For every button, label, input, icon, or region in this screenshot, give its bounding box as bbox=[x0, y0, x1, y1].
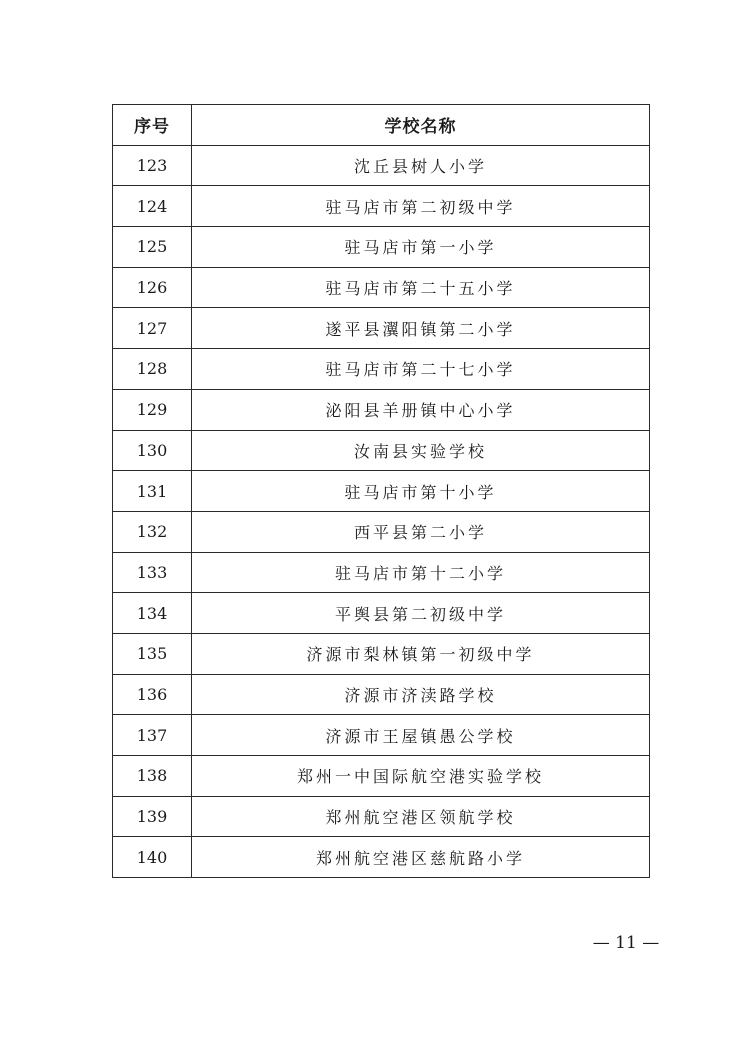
school-name: 驻马店市第一小学 bbox=[192, 227, 650, 268]
school-name: 驻马店市第十小学 bbox=[192, 471, 650, 512]
row-number: 129 bbox=[113, 389, 192, 430]
table-body bbox=[113, 145, 650, 877]
row-number: 125 bbox=[113, 227, 192, 268]
table-row bbox=[113, 674, 650, 715]
row-number: 127 bbox=[113, 308, 192, 349]
header-number: 序号 bbox=[113, 105, 192, 146]
table-row bbox=[113, 471, 650, 512]
table-row bbox=[113, 837, 650, 878]
page-number: — 11 — bbox=[592, 933, 660, 953]
school-name: 济源市梨林镇第一初级中学 bbox=[192, 633, 650, 674]
table-row bbox=[113, 715, 650, 756]
row-number: 131 bbox=[113, 471, 192, 512]
school-name: 郑州航空港区领航学校 bbox=[192, 796, 650, 837]
row-number: 126 bbox=[113, 267, 192, 308]
table-row bbox=[113, 145, 650, 186]
school-table bbox=[112, 104, 650, 878]
table-row bbox=[113, 796, 650, 837]
row-number: 133 bbox=[113, 552, 192, 593]
table-row bbox=[113, 756, 650, 797]
school-name: 郑州航空港区慈航路小学 bbox=[192, 837, 650, 878]
school-name: 遂平县瀷阳镇第二小学 bbox=[192, 308, 650, 349]
school-name: 济源市王屋镇愚公学校 bbox=[192, 715, 650, 756]
table-row bbox=[113, 511, 650, 552]
table-row bbox=[113, 227, 650, 268]
school-name: 泌阳县羊册镇中心小学 bbox=[192, 389, 650, 430]
table-row bbox=[113, 389, 650, 430]
row-number: 128 bbox=[113, 349, 192, 390]
school-name: 沈丘县树人小学 bbox=[192, 145, 650, 186]
row-number: 136 bbox=[113, 674, 192, 715]
school-name: 驻马店市第十二小学 bbox=[192, 552, 650, 593]
table-row bbox=[113, 349, 650, 390]
row-number: 124 bbox=[113, 186, 192, 227]
school-name: 驻马店市第二初级中学 bbox=[192, 186, 650, 227]
row-number: 132 bbox=[113, 511, 192, 552]
row-number: 123 bbox=[113, 145, 192, 186]
school-name: 驻马店市第二十七小学 bbox=[192, 349, 650, 390]
table-row bbox=[113, 552, 650, 593]
row-number: 140 bbox=[113, 837, 192, 878]
school-name: 驻马店市第二十五小学 bbox=[192, 267, 650, 308]
row-number: 135 bbox=[113, 633, 192, 674]
table-row bbox=[113, 430, 650, 471]
school-name: 济源市济渎路学校 bbox=[192, 674, 650, 715]
table-header-row bbox=[113, 105, 650, 146]
school-name: 郑州一中国际航空港实验学校 bbox=[192, 756, 650, 797]
table-row bbox=[113, 593, 650, 634]
row-number: 130 bbox=[113, 430, 192, 471]
school-name: 平舆县第二初级中学 bbox=[192, 593, 650, 634]
header-school-name: 学校名称 bbox=[192, 105, 650, 146]
table-row bbox=[113, 308, 650, 349]
row-number: 139 bbox=[113, 796, 192, 837]
table-row bbox=[113, 186, 650, 227]
row-number: 137 bbox=[113, 715, 192, 756]
school-name: 西平县第二小学 bbox=[192, 511, 650, 552]
table-row bbox=[113, 633, 650, 674]
table-row bbox=[113, 267, 650, 308]
row-number: 138 bbox=[113, 756, 192, 797]
school-name: 汝南县实验学校 bbox=[192, 430, 650, 471]
row-number: 134 bbox=[113, 593, 192, 634]
